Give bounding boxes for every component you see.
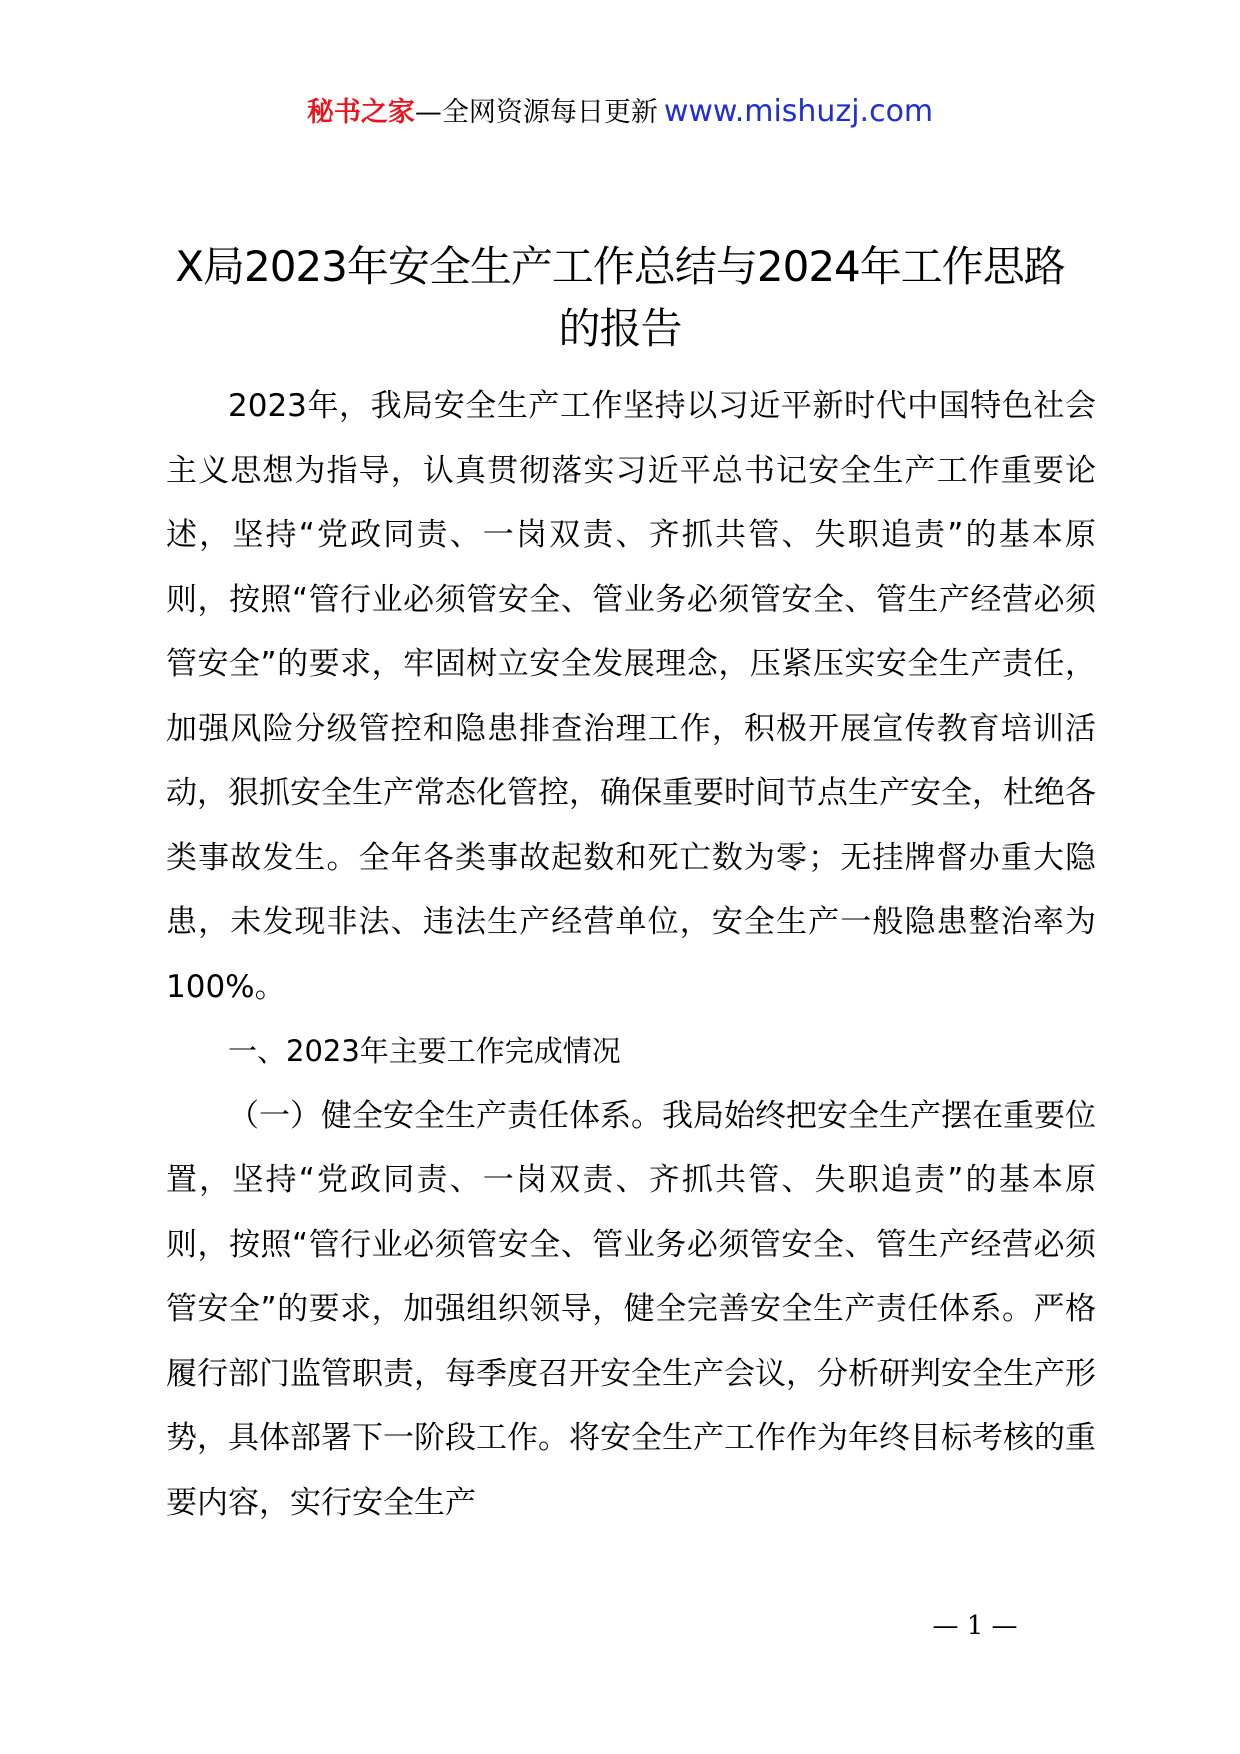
page-number: — 1 —	[932, 1611, 1018, 1641]
site-header	[0, 92, 1240, 133]
document-title: X局2023年安全生产工作总结与2024年工作思路的报告	[175, 242, 1065, 353]
website-link[interactable]: www.mishuzj.com	[663, 94, 934, 129]
brand-name: 秘书之家	[306, 97, 415, 128]
section-heading: 一、2023年主要工作完成情况	[228, 1034, 621, 1068]
header-tagline: —全网资源每日更新	[414, 97, 658, 128]
document-body	[166, 374, 1096, 1535]
body-paragraph: （一）健全安全生产责任体系。我局始终把安全生产摆在重要位置，坚持“党政同责、一岗双责、齐抓共管、失职追责”的基本原则，按照“管行业必须管安全、管业务必须管安全、管生产经营必须管安全”的要求，加强组织领导，健全完善安全生产责任体系。严格履行部门监管职责，每季度召开安全生产会议，分析研判安全生产形势，具体部署下一阶段工作。将安全生产工作作为年终目标考核的重要内容，实行安全生产	[166, 1097, 1096, 1521]
intro-paragraph: 2023年，我局安全生产工作坚持以习近平新时代中国特色社会主义思想为指导，认真贯彻落实习近平总书记安全生产工作重要论述，坚持“党政同责、一岗双责、齐抓共管、失职追责”的基本原则，按照“管行业必须管安全、管业务必须管安全、管生产经营必须管安全”的要求，牢固树立安全发展理念，压紧压实安全生产责任，加强风险分级管控和隐患排查治理工作，积极开展宣传教育培训活动，狠抓安全生产常态化管控，确保重要时间节点生产安全，杜绝各类事故发生。全年各类事故起数和死亡数为零；无挂牌督办重大隐患，未发现非法、违法生产经营单位，安全生产一般隐患整治率为100%。	[166, 388, 1096, 1005]
